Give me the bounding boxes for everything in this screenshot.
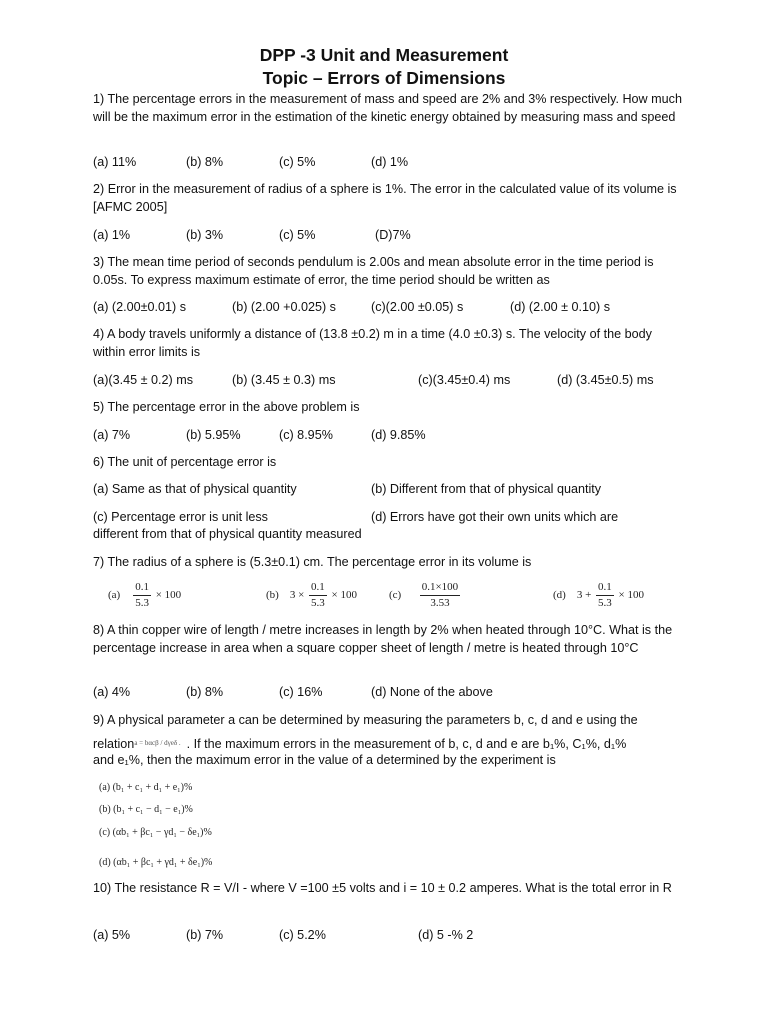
question-9: 9) A physical parameter a can be determined by measuring the parameters b, c, d and e using the — [93, 713, 638, 727]
q1-option-b[interactable]: (b) 8% — [186, 155, 224, 169]
multiplier: × 100 — [618, 589, 645, 602]
q7-option-c-fraction — [420, 580, 460, 611]
q7-option-a[interactable] — [108, 580, 181, 611]
q3-option-a[interactable]: (a) (2.00±0.01) s — [93, 300, 187, 314]
numerator: 0.1 — [133, 580, 151, 596]
q4-option-d[interactable]: (d) (3.45±0.5) ms — [557, 373, 654, 387]
q10-option-c[interactable]: (c) 5.2% — [279, 928, 326, 942]
prefix: 3 × — [289, 589, 305, 602]
numerator: 0.1×100 — [420, 580, 460, 596]
q8-option-d[interactable]: (d) None of the above — [371, 685, 493, 699]
q8-option-b[interactable]: (b) 8% — [186, 685, 224, 699]
question-4: 4) A body travels uniformly a distance of (13.8 ±0.2) m in a time (4.0 ±0.3) s. The velocity of the body within error limits is — [93, 327, 652, 359]
q6-option-d-continued: different from that of physical quantity measured — [93, 527, 362, 541]
question-3: 3) The mean time period of seconds pendulum is 2.00s and mean absolute error in the time period is 0.05s. To express maximum estimate of error, the time period should be written as — [93, 255, 654, 287]
q2-option-c[interactable]: (c) 5% — [279, 228, 316, 242]
q3-option-b[interactable]: (b) (2.00 +0.025) s — [232, 300, 336, 314]
q10-option-a[interactable]: (a) 5% — [93, 928, 131, 942]
question-7: 7) The radius of a sphere is (5.3±0.1) cm. The percentage error in its volume is — [93, 555, 532, 569]
q8-option-c[interactable]: (c) 16% — [279, 685, 323, 699]
q1-option-c[interactable]: (c) 5% — [279, 155, 316, 169]
q7-option-d-fraction — [596, 580, 614, 611]
q1-option-d[interactable]: (d) 1% — [371, 155, 409, 169]
denominator: 3.53 — [430, 597, 450, 609]
q2-option-d[interactable]: (D)7% — [375, 228, 411, 242]
multiplier: × 100 — [331, 589, 358, 602]
question-9-continued: . If the maximum errors in the measurement of b, c, d and e are b₁%, C₁%, d₁% — [186, 737, 627, 751]
q7-option-b-fraction — [309, 580, 327, 611]
q6-option-d[interactable]: (d) Errors have got their own units which are — [371, 510, 619, 524]
q5-option-c[interactable]: (c) 8.95% — [279, 428, 333, 442]
q6-option-b[interactable]: (b) Different from that of physical quantity — [371, 482, 602, 496]
q10-option-d[interactable]: (d) 5 -% 2 — [418, 928, 474, 942]
question-9-line-2 — [93, 735, 683, 754]
q4-option-a[interactable]: (a)(3.45 ± 0.2) ms — [93, 373, 193, 387]
question-8: 8) A thin copper wire of length / metre increases in length by 2% when heated through 10°C. What is the percentage increase in area when a square copper sheet of length / metre is heated through 10°C — [93, 623, 673, 655]
page-subtitle: Topic – Errors of Dimensions — [262, 68, 506, 88]
q9-option-b[interactable]: (b) (b₁ + c₁ − d₁ − e₁)% — [99, 804, 193, 815]
q4-option-c[interactable]: (c)(3.45±0.4) ms — [418, 373, 511, 387]
denominator: 5.3 — [311, 597, 325, 609]
q6-option-a[interactable]: (a) Same as that of physical quantity — [93, 482, 297, 496]
q3-option-d[interactable]: (d) (2.00 ± 0.10) s — [510, 300, 611, 314]
numerator: 0.1 — [309, 580, 327, 596]
q7-option-c[interactable] — [389, 580, 462, 611]
denominator: 5.3 — [135, 597, 149, 609]
page-title: DPP -3 Unit and Measurement — [259, 45, 509, 65]
q5-option-d[interactable]: (d) 9.85% — [371, 428, 426, 442]
q7-option-d-label: (d) — [553, 589, 566, 602]
multiplier: × 100 — [155, 589, 182, 602]
q5-option-b[interactable]: (b) 5.95% — [186, 428, 241, 442]
q4-option-b[interactable]: (b) (3.45 ± 0.3) ms — [232, 373, 336, 387]
q5-option-a[interactable]: (a) 7% — [93, 428, 131, 442]
numerator: 0.1 — [596, 580, 614, 596]
q10-option-b[interactable]: (b) 7% — [186, 928, 224, 942]
q3-option-c[interactable]: (c)(2.00 ±0.05) s — [371, 300, 464, 314]
relation-formula: a = bαcβ / dγeδ . — [134, 739, 181, 747]
q7-option-a-label: (a) — [108, 589, 121, 602]
q7-option-b-label: (b) — [266, 589, 279, 602]
prefix: 3 + — [576, 589, 592, 602]
q2-option-a[interactable]: (a) 1% — [93, 228, 131, 242]
q7-option-d[interactable] — [553, 580, 644, 611]
q9-option-c[interactable]: (c) (αb₁ + βc₁ − γd₁ − δe₁)% — [99, 827, 212, 838]
question-9-line-3: and e₁%, then the maximum error in the value of a determined by the experiment is — [93, 753, 556, 767]
q9-option-d[interactable]: (d) (αb₁ + βc₁ + γd₁ + δe₁)% — [99, 857, 213, 868]
q7-option-c-label: (c) — [389, 589, 402, 602]
question-10: 10) The resistance R = V/I - where V =100 ±5 volts and i = 10 ± 0.2 amperes. What is the total error in R — [93, 881, 672, 895]
denominator: 5.3 — [598, 597, 612, 609]
question-5: 5) The percentage error in the above problem is — [93, 400, 360, 414]
q6-option-c[interactable]: (c) Percentage error is unit less — [93, 510, 268, 524]
q8-option-a[interactable]: (a) 4% — [93, 685, 131, 699]
q1-option-a[interactable]: (a) 11% — [93, 155, 137, 169]
q9-option-a[interactable]: (a) (b₁ + c₁ + d₁ + e₁)% — [99, 782, 193, 793]
question-6: 6) The unit of percentage error is — [93, 455, 277, 469]
q7-option-b[interactable] — [266, 580, 357, 611]
q7-option-a-fraction — [133, 580, 151, 611]
question-1: 1) The percentage errors in the measurement of mass and speed are 2% and 3% respectively. How much will be the maximum error in the estimation of the kinetic energy obtained by measuring mass and speed — [93, 92, 682, 124]
question-2: 2) Error in the measurement of radius of a sphere is 1%. The error in the calculated value of its volume is [AFMC 2005] — [93, 182, 677, 214]
q2-option-b[interactable]: (b) 3% — [186, 228, 224, 242]
relation-word: relation — [93, 737, 135, 751]
